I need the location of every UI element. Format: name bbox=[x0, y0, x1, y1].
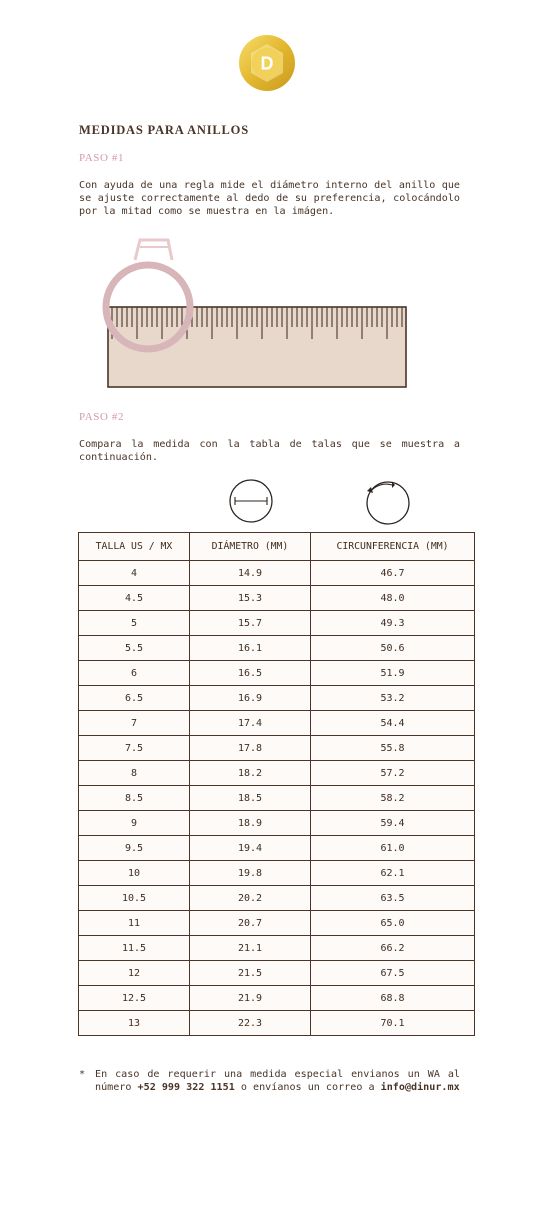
table-row bbox=[79, 661, 475, 686]
diameter-cell: 18.9 bbox=[190, 811, 311, 836]
step-1-instructions: Con ayuda de una regla mide el diámetro interno del anillo que se ajuste correctamente al dedo de su preferencia, colocándolo por la mitad como se muestra en la imágen. bbox=[79, 180, 460, 217]
brand-logo bbox=[238, 34, 296, 92]
diameter-cell: 20.7 bbox=[190, 911, 311, 936]
step-2-label: PASO #2 bbox=[79, 411, 125, 423]
table-row bbox=[79, 836, 475, 861]
circumference-cell: 66.2 bbox=[311, 936, 475, 961]
size-cell: 7 bbox=[79, 711, 190, 736]
diameter-cell: 18.5 bbox=[190, 786, 311, 811]
size-cell: 4 bbox=[79, 561, 190, 586]
circumference-cell: 55.8 bbox=[311, 736, 475, 761]
table-row bbox=[79, 786, 475, 811]
diameter-cell: 18.2 bbox=[190, 761, 311, 786]
email-link[interactable]: info@dinur.mx bbox=[380, 1082, 460, 1093]
circumference-cell: 57.2 bbox=[311, 761, 475, 786]
circumference-icon bbox=[362, 478, 412, 528]
diameter-cell: 17.8 bbox=[190, 736, 311, 761]
diameter-cell: 17.4 bbox=[190, 711, 311, 736]
table-row bbox=[79, 811, 475, 836]
circumference-cell: 61.0 bbox=[311, 836, 475, 861]
size-cell: 13 bbox=[79, 1011, 190, 1036]
step-1-label: PASO #1 bbox=[79, 152, 125, 164]
circumference-cell: 51.9 bbox=[311, 661, 475, 686]
table-row bbox=[79, 761, 475, 786]
table-row bbox=[79, 886, 475, 911]
table-row bbox=[79, 561, 475, 586]
diameter-cell: 21.1 bbox=[190, 936, 311, 961]
table-header-row bbox=[79, 533, 475, 561]
size-cell: 9.5 bbox=[79, 836, 190, 861]
circumference-cell: 48.0 bbox=[311, 586, 475, 611]
size-cell: 4.5 bbox=[79, 586, 190, 611]
circumference-cell: 46.7 bbox=[311, 561, 475, 586]
circumference-cell: 63.5 bbox=[311, 886, 475, 911]
size-cell: 12.5 bbox=[79, 986, 190, 1011]
circumference-cell: 50.6 bbox=[311, 636, 475, 661]
size-cell: 10 bbox=[79, 861, 190, 886]
size-cell: 9 bbox=[79, 811, 190, 836]
diameter-cell: 16.9 bbox=[190, 686, 311, 711]
circumference-cell: 65.0 bbox=[311, 911, 475, 936]
diameter-cell: 16.1 bbox=[190, 636, 311, 661]
table-row bbox=[79, 686, 475, 711]
table-row bbox=[79, 986, 475, 1011]
circumference-cell: 58.2 bbox=[311, 786, 475, 811]
diameter-cell: 14.9 bbox=[190, 561, 311, 586]
size-cell: 11 bbox=[79, 911, 190, 936]
diameter-cell: 15.3 bbox=[190, 586, 311, 611]
size-cell: 7.5 bbox=[79, 736, 190, 761]
circumference-cell: 49.3 bbox=[311, 611, 475, 636]
size-cell: 6 bbox=[79, 661, 190, 686]
ring-size-table bbox=[78, 532, 475, 1036]
diameter-icon bbox=[228, 478, 274, 524]
circumference-cell: 59.4 bbox=[311, 811, 475, 836]
table-row bbox=[79, 936, 475, 961]
header-diameter: DIÁMETRO (MM) bbox=[190, 533, 311, 561]
ring-setting bbox=[135, 240, 172, 260]
step-2-instructions: Compara la medida con la tabla de talas que se muestra a continuación. bbox=[79, 439, 460, 463]
table-row bbox=[79, 736, 475, 761]
logo-letter: D bbox=[260, 53, 274, 74]
header-circumference: CIRCUNFERENCIA (MM) bbox=[311, 533, 475, 561]
size-cell: 5.5 bbox=[79, 636, 190, 661]
diameter-cell: 21.5 bbox=[190, 961, 311, 986]
diameter-cell: 15.7 bbox=[190, 611, 311, 636]
diameter-cell: 19.4 bbox=[190, 836, 311, 861]
table-row bbox=[79, 611, 475, 636]
diameter-cell: 22.3 bbox=[190, 1011, 311, 1036]
footnote-text: En caso de requerir una medida especial envianos un WA al número bbox=[95, 1069, 460, 1093]
table-row bbox=[79, 1011, 475, 1036]
size-cell: 12 bbox=[79, 961, 190, 986]
table-row bbox=[79, 586, 475, 611]
size-cell: 8.5 bbox=[79, 786, 190, 811]
phone-number[interactable]: +52 999 322 1151 bbox=[137, 1082, 235, 1093]
footnote-text-middle: o envíanos un correo a bbox=[240, 1082, 375, 1093]
size-cell: 10.5 bbox=[79, 886, 190, 911]
size-cell: 6.5 bbox=[79, 686, 190, 711]
circumference-cell: 62.1 bbox=[311, 861, 475, 886]
diameter-cell: 21.9 bbox=[190, 986, 311, 1011]
size-cell: 8 bbox=[79, 761, 190, 786]
circumference-cell: 68.8 bbox=[311, 986, 475, 1011]
diameter-cell: 19.8 bbox=[190, 861, 311, 886]
table-row bbox=[79, 961, 475, 986]
footnote bbox=[79, 1068, 460, 1094]
circumference-cell: 53.2 bbox=[311, 686, 475, 711]
size-cell: 5 bbox=[79, 611, 190, 636]
size-cell: 11.5 bbox=[79, 936, 190, 961]
ring-ruler-illustration bbox=[100, 235, 410, 393]
circumference-cell: 67.5 bbox=[311, 961, 475, 986]
diameter-cell: 16.5 bbox=[190, 661, 311, 686]
table-row bbox=[79, 861, 475, 886]
diameter-cell: 20.2 bbox=[190, 886, 311, 911]
page-title: MEDIDAS PARA ANILLOS bbox=[79, 123, 249, 137]
circumference-cell: 54.4 bbox=[311, 711, 475, 736]
footnote-marker: * bbox=[79, 1069, 86, 1080]
table-row bbox=[79, 636, 475, 661]
table-row bbox=[79, 711, 475, 736]
header-size: TALLA US / MX bbox=[79, 533, 190, 561]
table-row bbox=[79, 911, 475, 936]
circumference-cell: 70.1 bbox=[311, 1011, 475, 1036]
